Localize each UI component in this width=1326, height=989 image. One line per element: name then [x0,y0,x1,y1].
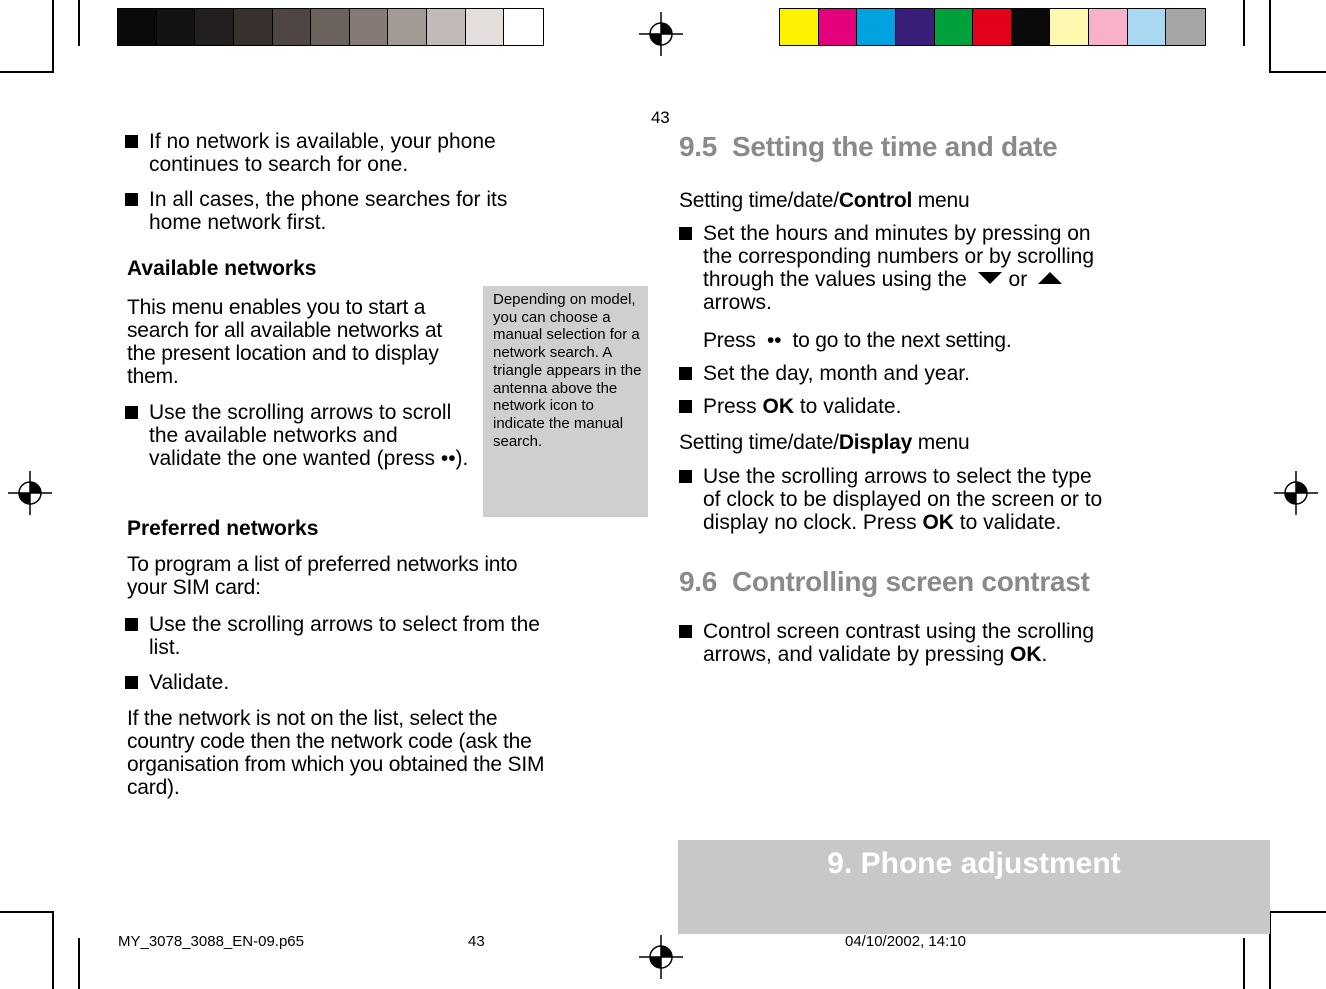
paragraph: To program a list of preferred networks into your SIM card: [127,553,518,599]
crop-mark [1269,911,1326,913]
bullet-item [703,465,1103,534]
page-number: 43 [651,108,670,127]
color-swatch [1128,9,1167,45]
bullet-text: Press [703,395,763,418]
ok-key-label: OK [762,395,795,418]
crop-mark [1269,0,1271,72]
bullet-text: to validate. [794,395,902,418]
bullet-item: Set the day, month and year. [703,362,970,385]
registration-mark-icon [639,12,683,56]
section-heading: Available networks [127,257,317,280]
bullet-text-end: arrows. [703,291,772,314]
color-swatch [234,9,273,45]
bullet-text-or: or [1008,268,1028,291]
crop-mark [52,0,54,72]
color-swatch [973,9,1012,45]
bullet-text: Set the hours and minutes by pressing on the corresponding numbers or by scrolling through the values using the [703,222,1095,291]
color-swatch [935,9,974,45]
crop-mark [0,911,54,913]
up-arrow-icon [1037,271,1063,285]
grayscale-color-bar [117,8,544,46]
bullet-item [703,395,901,418]
bullet-item: Use the scrolling arrows to select from the list. [149,613,549,659]
paragraph: Press •• to go to the next setting. [703,329,1012,352]
section-heading: Preferred networks [127,517,319,540]
crop-mark [78,938,80,989]
side-note: Depending on model, you can choose a manual selection for a network search. A triangle appears in the antenna above the network icon to indicate the manual search. [483,286,648,517]
crop-mark [78,0,80,46]
crop-mark [1269,71,1326,73]
menu-path-suffix: menu [912,189,970,212]
color-swatch [195,9,234,45]
crop-mark [0,71,54,73]
bullet-item [703,620,1103,666]
menu-path-prefix: Setting time/date/ [679,189,839,212]
color-swatch [780,9,819,45]
registration-mark-icon [8,471,52,515]
color-swatch [504,9,543,45]
ok-key-label: OK [922,511,954,534]
color-swatch [1012,9,1051,45]
menu-path [679,189,969,212]
section-heading: 9.6 Controlling screen contrast [679,566,1090,597]
bullet-text: Control screen contrast using the scrolling arrows, and validate by pressing [703,620,1095,666]
color-swatch [273,9,312,45]
menu-path-prefix: Setting time/date/ [679,431,839,454]
color-swatch [896,9,935,45]
crop-mark [1243,0,1245,46]
bullet-item [703,222,1103,314]
down-arrow-icon [977,271,1003,285]
color-swatch [388,9,427,45]
chapter-title: 9. Phone adjustment [827,847,1121,880]
menu-path-bold: Control [838,189,913,212]
color-swatch [118,9,157,45]
color-swatch [819,9,858,45]
color-swatch [1166,9,1205,45]
paragraph: This menu enables you to start a search for all available networks at the present location and to display them. [127,296,442,388]
crop-mark [1243,938,1245,989]
bullet-item: Validate. [149,671,549,694]
color-swatch [157,9,196,45]
cmyk-color-bar [779,8,1206,46]
color-swatch [1089,9,1128,45]
menu-path-suffix: menu [912,431,970,454]
bullet-text: to validate. [953,511,1062,534]
paragraph: If the network is not on the list, select the country code then the network code (ask the organisation from which you obtained the SIM card). [127,707,545,799]
color-swatch [1050,9,1089,45]
footer-page: 43 [468,933,485,950]
crop-mark [52,911,54,989]
bullet-item: Use the scrolling arrows to scroll the available networks and validate the one wanted (press ••). [149,401,469,470]
bullet-item: If no network is available, your phone continues to search for one. [149,130,524,176]
bullet-text: . [1041,643,1048,666]
color-swatch [466,9,505,45]
bullet-text: Use the scrolling arrows to select the type of clock to be displayed on the screen or to display no clock. Press [703,465,1103,534]
chapter-banner [678,840,1270,934]
color-swatch [311,9,350,45]
color-swatch [857,9,896,45]
section-heading: 9.5 Setting the time and date [679,131,1058,162]
menu-path-bold: Display [838,431,913,454]
footer-datetime: 04/10/2002, 14:10 [845,933,966,950]
color-swatch [350,9,389,45]
ok-key-label: OK [1010,643,1042,666]
registration-mark-icon [639,935,683,979]
color-swatch [427,9,466,45]
menu-path [679,431,970,454]
registration-mark-icon [1274,471,1318,515]
footer-filename: MY_3078_3088_EN-09.p65 [118,933,304,950]
bullet-item: In all cases, the phone searches for its home network first. [149,188,524,234]
